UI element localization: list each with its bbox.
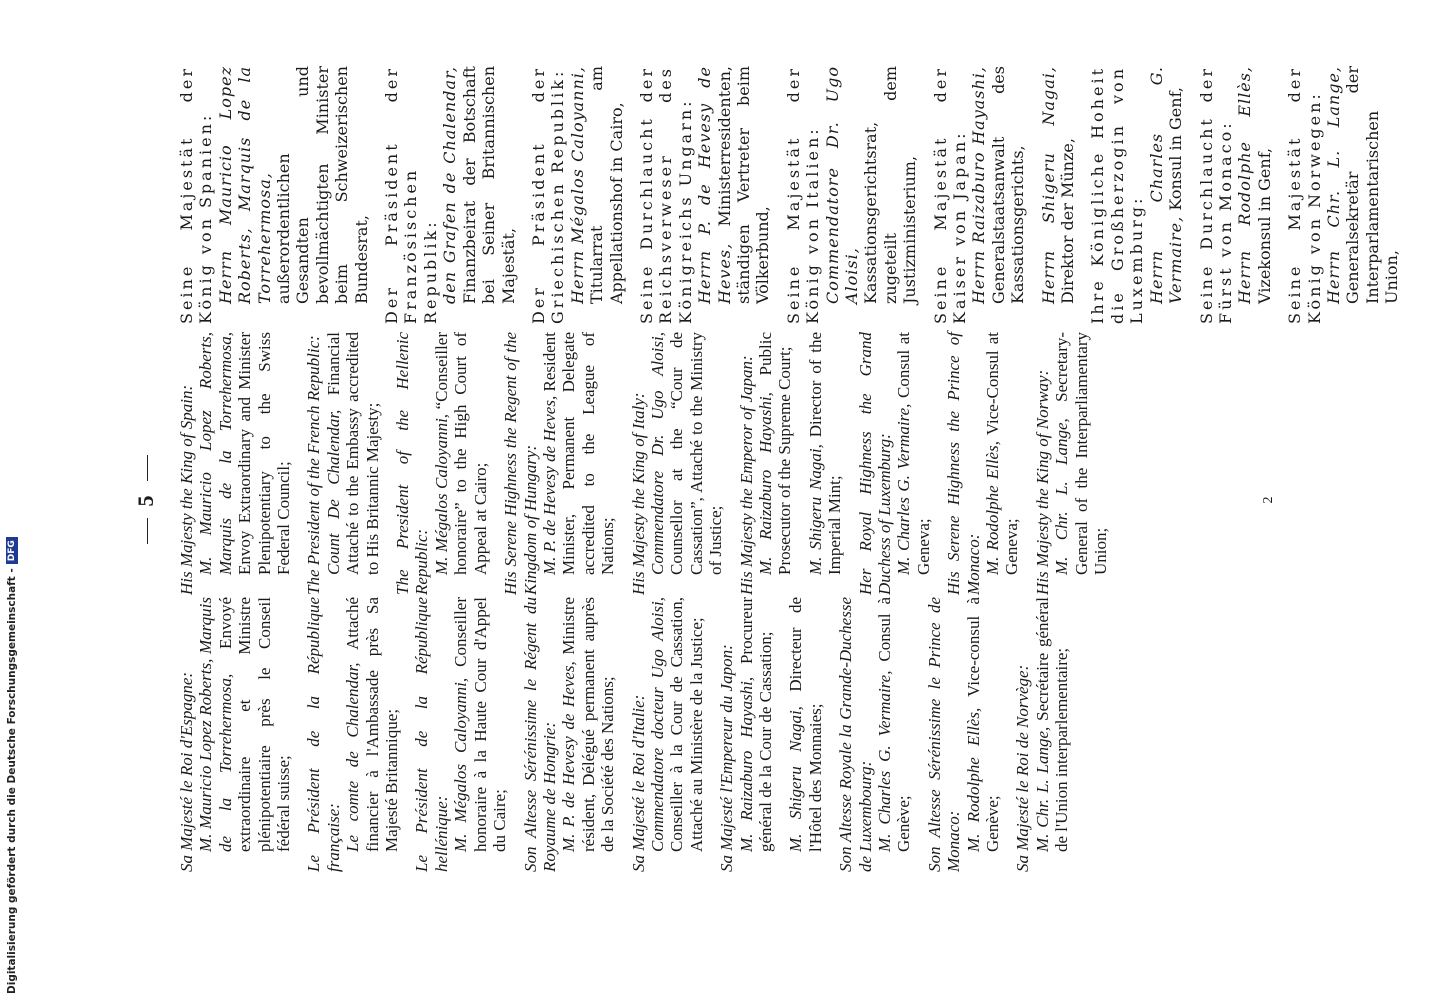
delegate-block (806, 332, 845, 595)
delegate-name: M. Mégalos Caloyanni, (431, 413, 451, 575)
delegate-title: Generalstaatsanwalt des Kassationsgerichts, (988, 66, 1028, 304)
delegate-block (969, 66, 1027, 324)
delegate-name: M. Raizaburo Hayashi, (755, 392, 775, 575)
delegate-block (1039, 66, 1078, 324)
sovereign-title: His Majesty the Emperor of Japan: (736, 355, 756, 595)
delegate-title: Finanzbeirat der Botschaft bei Seiner Britannischen Majestät, (459, 66, 518, 304)
delegate-title: Envoy Extraordinary and Minister Plenipotentiary to the Swiss Federal Council; (235, 332, 294, 575)
delegate-name: M. P. de Hevesy de Heves, (559, 661, 579, 852)
delegate-block (432, 332, 490, 595)
delegate-title: Directeur de l'Hôtel des Monnaies; (786, 596, 825, 852)
delegate-block (343, 597, 401, 872)
delegate-block (1324, 66, 1402, 324)
delegate-title: Conseiller honoraire à la Haute Cour d'Appel du Caire; (451, 596, 510, 852)
delegate-block (756, 332, 795, 595)
signatory-entry (177, 597, 293, 872)
sovereign-title: Sa Majesté le Roi d'Espagne: (177, 671, 196, 872)
sovereign-title: His Majesty the King of Spain: (177, 384, 196, 595)
delegate-title: Secretary-General of the Interparliamentary Union; (1052, 331, 1111, 575)
sovereign-title: Seine Majestät der Kaiser von Japan: (930, 66, 970, 324)
sovereign-title: Der Präsident der Französischen Republik: (382, 66, 440, 324)
delegate-block (196, 597, 293, 872)
delegate-title: Consul à Genève; (875, 596, 914, 852)
header-rule-left (147, 519, 148, 545)
delegate-block (196, 332, 293, 595)
french-column (177, 597, 1083, 872)
delegate-block (440, 66, 518, 324)
signatory-entry (393, 332, 490, 595)
delegate-block (216, 66, 371, 324)
sovereign-title: His Majesty the King of Italy: (628, 392, 648, 595)
delegate-title: Attaché financier à l'Ambassade près Sa Majesté Britannique; (343, 597, 402, 852)
delegate-name: M. Chr. L. Lange, (1032, 726, 1052, 852)
delegate-title: Secrétaire général de l'Union interparlementaire; (1032, 596, 1072, 852)
signatory-entry (501, 332, 617, 595)
delegate-title: Vizekonsul in Genf, (1254, 147, 1274, 304)
delegate-title: Direktor der Münze, (1058, 138, 1078, 304)
delegate-title: Generalsekretär der Interparlamentarischen Union, (1343, 66, 1402, 304)
page-number: 5 (133, 493, 158, 507)
delegate-block (695, 66, 773, 324)
page-footer-number: 2 (1261, 496, 1276, 504)
delegate-title: Vice-Consul at Geneva; (983, 331, 1022, 575)
sovereign-title: Son Altesse Sérénissime le Régent du Royaume de Hongrie: (520, 597, 559, 872)
signatory-entry (925, 597, 1003, 872)
delegate-name: Herrn Mauricio Lopez Roberts, Marquis de la Torrehermosa, (215, 66, 274, 304)
delegate-name: Le comte de Chalendar, (343, 662, 363, 852)
delegate-name: M. Shigeru Nagai, (786, 706, 806, 852)
sovereign-title: Le Président de la République française: (304, 597, 343, 872)
delegate-block (983, 332, 1022, 595)
german-column (177, 66, 1413, 324)
digitization-credit (5, 540, 19, 994)
delegate-name: M. Mégalos Caloyanni, (451, 677, 471, 852)
delegate-name: M. Raizaburo Hayashi, (736, 676, 756, 852)
delegate-block (1052, 332, 1110, 595)
delegate-block (737, 597, 776, 872)
sovereign-title: Sa Majesté le Roi d'Italie: (628, 694, 648, 872)
delegate-name: Herrn P. de Hevesy de Heves, (695, 66, 734, 304)
sovereign-title: Seine Durchlaucht der Reichsverweser des Königreichs Ungarn: (636, 66, 695, 324)
signatory-entry (856, 332, 934, 595)
delegate-title: Envoyé extraordinaire et Ministre plénipotentiaire près le Conseil fédéral suisse; (215, 597, 294, 852)
signatory-entry (629, 597, 707, 872)
delegate-title: Vice-consul à Genève; (963, 597, 1003, 852)
signatory-entry (1088, 66, 1185, 324)
sovereign-title: His Serene Highness the Prince of Monaco: (944, 332, 983, 595)
credit-text: Digitalisierung gefördert durch die Deutsche Forschungsgemeinschaft - (6, 568, 18, 994)
delegate-title: Financial Attaché to the Embassy accredited to His Britannic Majesty; (323, 332, 382, 575)
signatory-entry (944, 332, 1022, 595)
delegate-block (568, 66, 626, 324)
delegate-block (823, 66, 920, 324)
delegate-title: Director of the Imperial Mint; (805, 331, 845, 575)
delegate-block (451, 597, 509, 872)
delegate-block (1147, 66, 1186, 324)
sovereign-title: Ihre Königliche Hoheit die Großherzogin von Luxemburg: (1088, 66, 1147, 324)
signatory-entry (1039, 66, 1078, 324)
delegate-name: Commendatore Dr. Ugo Aloisi, (647, 332, 667, 575)
delegate-name: Herrn Rodolphe Ellès, (1235, 66, 1255, 304)
dfg-logo: DFG (6, 537, 18, 564)
sovereign-title: His Majesty the King of Norway: (1032, 369, 1052, 595)
signatory-entry (931, 66, 1028, 324)
delegate-block (786, 597, 825, 872)
signatory-entry (1285, 66, 1401, 324)
delegate-name: M. Rodolphe Ellès, (983, 441, 1003, 575)
sovereign-title: His Serene Highness the Regent of the Kingdom of Hungary: (501, 332, 540, 595)
delegate-block (894, 332, 933, 595)
sovereign-title: Her Royal Highness the Grand Duchess of Luxemburg: (855, 332, 894, 595)
delegate-name: M. Charles G. Vermaire, (875, 670, 894, 852)
document-page (117, 0, 1402, 1000)
delegate-title: Konsul in Genf, (1166, 86, 1186, 211)
signatory-entry (737, 332, 795, 595)
delegate-name: Herrn Charles G. Vermaire, (1146, 66, 1186, 304)
signatory-entry (629, 332, 726, 595)
english-column (177, 332, 1121, 595)
sovereign-title: Son Altesse Royale la Grande-Duchesse de Luxembourg: (836, 597, 875, 872)
delegate-name: M. Chr. L. Lange, (1052, 418, 1072, 575)
sovereign-title: Seine Durchlaucht der Fürst von Monaco: (1196, 66, 1235, 324)
delegate-title: Conseiller à la Cour de Cassation, Attaché au Ministère de la Justice; (667, 597, 706, 852)
sovereign-title: Der Präsident der Griechischen Republik: (528, 66, 568, 324)
signatory-entry (806, 332, 845, 595)
signatory-entry (786, 597, 825, 872)
signatory-entry (836, 597, 914, 872)
delegate-block (648, 332, 726, 595)
delegate-title: Public Prosecutor of the Supreme Court; (755, 332, 795, 575)
delegate-block (559, 597, 617, 872)
signatory-entry (717, 597, 775, 872)
delegate-name: M. Mauricio Lopez Roberts, Marquis de la Torrehermosa, (196, 597, 235, 852)
delegate-title: außerordentlichen Gesandten und bevollmächtigten Minister beim Schweizerischen Bundesrat, (274, 66, 371, 304)
signatory-entry (382, 66, 518, 324)
delegate-name: Herrn Chr. L. Lange, (1323, 66, 1343, 304)
delegate-block (964, 597, 1003, 872)
delegate-title: Procureur général de la Cour de Cassation; (736, 597, 775, 852)
header-rule-right (147, 456, 148, 482)
sovereign-title: The President of the Hellenic Republic: (393, 332, 432, 595)
delegate-title: Ministerresidenten, ständigen Vertreter beim Völkerbund, (714, 66, 773, 304)
signatory-entry (637, 66, 773, 324)
delegate-name: M. Rodolphe Ellès, (963, 707, 983, 852)
delegate-title: Titularrat am Appellationshof in Cairo, (587, 66, 626, 304)
delegate-name: M. Charles G. Vermaire, (894, 403, 914, 575)
delegate-block (540, 332, 618, 595)
delegate-title: Kassationsgerichtsrat, zugeteilt dem Justizministerium, (861, 66, 920, 304)
delegate-block (324, 332, 382, 595)
sovereign-title: Sa Majesté l'Empereur du Japon: (717, 644, 737, 872)
sovereign-title: The President of the French Republic: (304, 335, 324, 595)
signatory-entry (177, 66, 371, 324)
delegate-name: Count De Chalendar, (323, 409, 343, 575)
sovereign-title: Seine Majestät der König von Spanien: (177, 66, 216, 324)
delegate-name: Commendatore Dr. Ugo Aloisi, (822, 66, 861, 304)
delegate-name: Herrn Shigeru Nagai, (1038, 66, 1058, 304)
delegate-block (1033, 597, 1072, 872)
delegate-title: Consul at Geneva; (894, 331, 933, 575)
delegate-name: M. P. de Hevesy de Heves, (539, 395, 559, 575)
sovereign-title: Seine Majestät der König von Norwegen: (1285, 66, 1324, 324)
signatory-entry (1013, 597, 1071, 872)
delegate-name: den Grafen de Chalendar, (440, 66, 460, 304)
page-header (133, 0, 159, 1000)
signatory-entry (784, 66, 920, 324)
delegate-block (648, 597, 706, 872)
delegate-name: M. Mauricio Lopez Roberts, Marquis de la Torrehermosa, (196, 332, 235, 575)
signatory-entry (521, 597, 618, 872)
delegate-name: Herrn Raizaburo Hayashi, (969, 66, 989, 304)
signatory-entry (412, 597, 509, 872)
delegate-name: M. Shigeru Nagai, (805, 444, 825, 575)
sovereign-title: Seine Majestät der König von Italien: (783, 66, 823, 324)
delegate-block (875, 597, 914, 872)
delegate-title: Resident Minister, Permanent Delegate accredited to the League of Nations; (539, 332, 618, 575)
delegate-title: Ministre résident, Délégué permanent auprès de la Société des Nations; (559, 597, 618, 852)
signatory-entry (1033, 332, 1111, 595)
sovereign-title: Sa Majesté le Roi de Norvège: (1013, 664, 1033, 872)
sovereign-title: Son Altesse Sérénissime le Prince de Monaco: (924, 597, 964, 872)
signatory-entry (177, 332, 293, 595)
sovereign-title: Le Président de la République hellénique: (412, 597, 451, 872)
signatory-entry (529, 66, 626, 324)
signatory-entry (304, 597, 401, 872)
delegate-title: Counsellor at the “Cour de Cassation”, Attaché to the Ministry of Justice; (667, 332, 726, 575)
delegate-name: Herrn Mégalos Caloyanni, (567, 66, 587, 304)
delegate-title: “Conseiller honoraire” to the High Court of Appeal at Cairo; (431, 332, 490, 575)
signatory-entry (304, 332, 382, 595)
delegate-name: Commendatore docteur Ugo Aloisi, (647, 597, 667, 852)
